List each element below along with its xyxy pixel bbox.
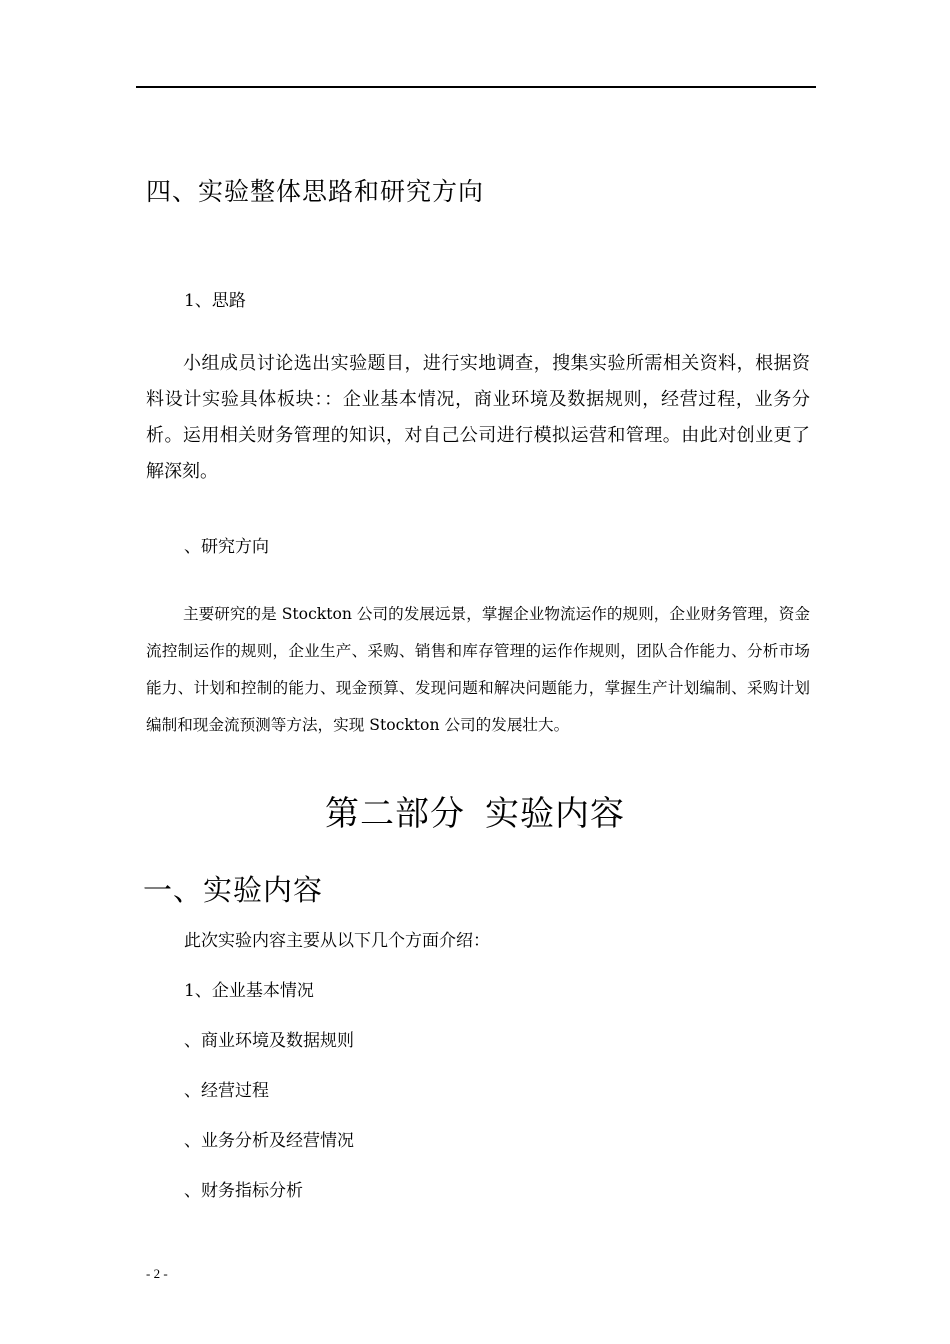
thinking-paragraph: 小组成员讨论选出实验题目，进行实地调查，搜集实验所需相关资料，根据资料设计实验具体板块：：企业基本情况，商业环境及数据规则，经营过程，业务分析。运用相关财务管理的知识，对自己公司进行模拟运营和管理。由此对创业更了解深刻。 (146, 353, 810, 482)
sub-heading-thinking: 1、思路 (184, 291, 246, 311)
sub-heading-research-direction: 、研究方向 (184, 537, 269, 557)
list-item: 、财务指标分析 (184, 1181, 303, 1201)
list-item: 、业务分析及经营情况 (184, 1131, 354, 1151)
chapter-heading: 一、实验内容 (143, 873, 324, 907)
part-title (0, 786, 950, 835)
research-direction-paragraph: 主要研究的是 Stockton 公司的发展远景，掌握企业物流运作的规则，企业财务管理，资金流控制运作的规则，企业生产、采购、销售和库存管理的运作作规则，团队合作能力、分析市场能力、计划和控制的能力、现金预算、发现问题和解决问题能力，掌握生产计划编制、采购计划编制和现金流预测等方法，实现 Stockton 公司的发展壮大。 (146, 605, 810, 734)
list-item: 、经营过程 (184, 1081, 269, 1101)
list-item: 1、企业基本情况 (184, 981, 314, 1001)
list-item: 、商业环境及数据规则 (184, 1031, 354, 1051)
page-number: - 2 - (146, 1266, 168, 1281)
chapter-intro: 此次实验内容主要从以下几个方面介绍： (184, 931, 490, 951)
part-title-number: 第二部分 (325, 794, 465, 834)
section-heading: 四、实验整体思路和研究方向 (146, 177, 485, 206)
header-rule (136, 86, 816, 88)
part-title-name: 实验内容 (485, 794, 625, 834)
